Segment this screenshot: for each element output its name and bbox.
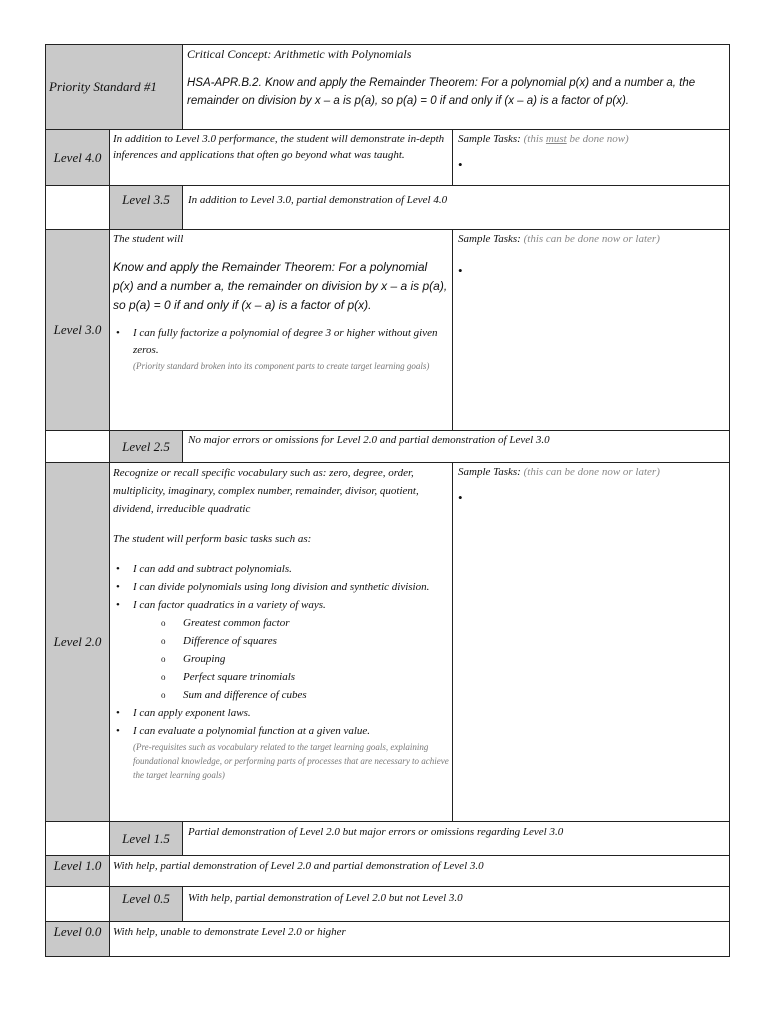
level-2-0-note: (Pre-requisites such as vocabulary related to the target learning goals, explaining foundational knowledge, or performing parts of processes that are necessary to achieve the target learning goals)	[133, 742, 449, 780]
level-2-0-label: Level 2.0	[45, 462, 110, 822]
level-3-0-description	[109, 229, 453, 431]
level-3-0-note: (Priority standard broken into its component parts to create target learning goals)	[133, 361, 430, 371]
level-1-5-label: Level 1.5	[109, 821, 183, 856]
level-1-5-description: Partial demonstration of Level 2.0 but major errors or omissions regarding Level 3.0	[182, 821, 730, 856]
level-4-0-description: In addition to Level 3.0 performance, the student will demonstrate in-depth inferences and applications that often go beyond what was taught.	[109, 129, 453, 186]
level-0-5-description: With help, partial demonstration of Level 2.0 but not Level 3.0	[182, 886, 730, 922]
level-3-5-label-fill	[109, 214, 183, 230]
level-1-0-description: With help, partial demonstration of Level 2.0 and partial demonstration of Level 3.0	[109, 855, 730, 887]
level-2-0-goal: • I can divide polynomials using long division and synthetic division.	[113, 578, 449, 596]
level-2-5-spacer	[45, 430, 110, 463]
sample-task-bullet: •	[458, 263, 463, 278]
level-2-0-description	[109, 462, 453, 822]
level-2-0-vocabulary: Recognize or recall specific vocabulary such as: zero, degree, order, multiplicity, imaginary, complex number, remainder, divisor, quotient, dividend, irreducible quadratic	[113, 467, 419, 515]
level-3-5-label: Level 3.5	[109, 185, 183, 215]
level-4-0-sample-tasks: Sample Tasks: (this must be done now) •	[452, 129, 730, 186]
level-4-0-label: Level 4.0	[45, 129, 110, 186]
level-3-0-goal: • I can fully factorize a polynomial of degree 3 or higher without given zeros.	[113, 325, 449, 359]
level-2-0-sub-goal: o Sum and difference of cubes	[113, 686, 449, 704]
level-2-0-goal: • I can evaluate a polynomial function at a given value.	[113, 722, 449, 740]
level-2-0-goal: • I can add and subtract polynomials.	[113, 560, 449, 578]
sample-task-bullet: •	[458, 157, 463, 172]
level-2-0-goal: • I can apply exponent laws.	[113, 704, 449, 722]
level-0-5-label: Level 0.5	[109, 886, 183, 922]
level-2-0-intro: The student will perform basic tasks such as:	[113, 533, 312, 545]
critical-concept: Critical Concept: Arithmetic with Polynomials	[187, 47, 412, 61]
level-2-0-goal: • I can factor quadratics in a variety of ways.	[113, 596, 449, 614]
level-2-5-label: Level 2.5	[109, 430, 183, 463]
level-0-0-label: Level 0.0	[45, 921, 110, 957]
level-2-0-sub-goal: o Difference of squares	[113, 632, 449, 650]
sample-task-bullet: •	[458, 490, 463, 505]
level-2-0-sub-goal: o Greatest common factor	[113, 614, 449, 632]
level-3-0-standard: Know and apply the Remainder Theorem: For a polynomial p(x) and a number a, the remainder on division by x – a is p(a), so p(a) = 0 if and only if (x – a) is a factor of p(x).	[113, 260, 448, 312]
level-3-5-spacer	[45, 185, 110, 230]
level-3-5-description: In addition to Level 3.0, partial demonstration of Level 4.0	[182, 185, 730, 230]
priority-standard-label-cell	[45, 44, 183, 130]
standard-description-cell	[182, 44, 730, 130]
level-2-0-sub-goal: o Perfect square trinomials	[113, 668, 449, 686]
priority-standard-label: Priority Standard #1	[49, 79, 157, 94]
level-0-0-description: With help, unable to demonstrate Level 2.0 or higher	[109, 921, 730, 957]
level-3-0-intro: The student will	[113, 233, 184, 245]
level-1-5-spacer	[45, 821, 110, 856]
level-2-0-sample-tasks: Sample Tasks: (this can be done now or later) •	[452, 462, 730, 822]
level-1-0-label: Level 1.0	[45, 855, 110, 887]
standard-text: HSA-APR.B.2. Know and apply the Remainder Theorem: For a polynomial p(x) and a number a, the remainder on division by x – a is p(a), so p(a) = 0 if and only if (x – a) is a factor of p(x).	[187, 77, 696, 107]
level-0-5-spacer	[45, 886, 110, 922]
level-2-0-sub-goal: o Grouping	[113, 650, 449, 668]
sample-tasks-label: Sample Tasks:	[458, 133, 521, 145]
level-2-5-description: No major errors or omissions for Level 2.0 and partial demonstration of Level 3.0	[182, 430, 730, 463]
level-3-0-sample-tasks: Sample Tasks: (this can be done now or later) •	[452, 229, 730, 431]
level-3-0-label: Level 3.0	[45, 229, 110, 431]
